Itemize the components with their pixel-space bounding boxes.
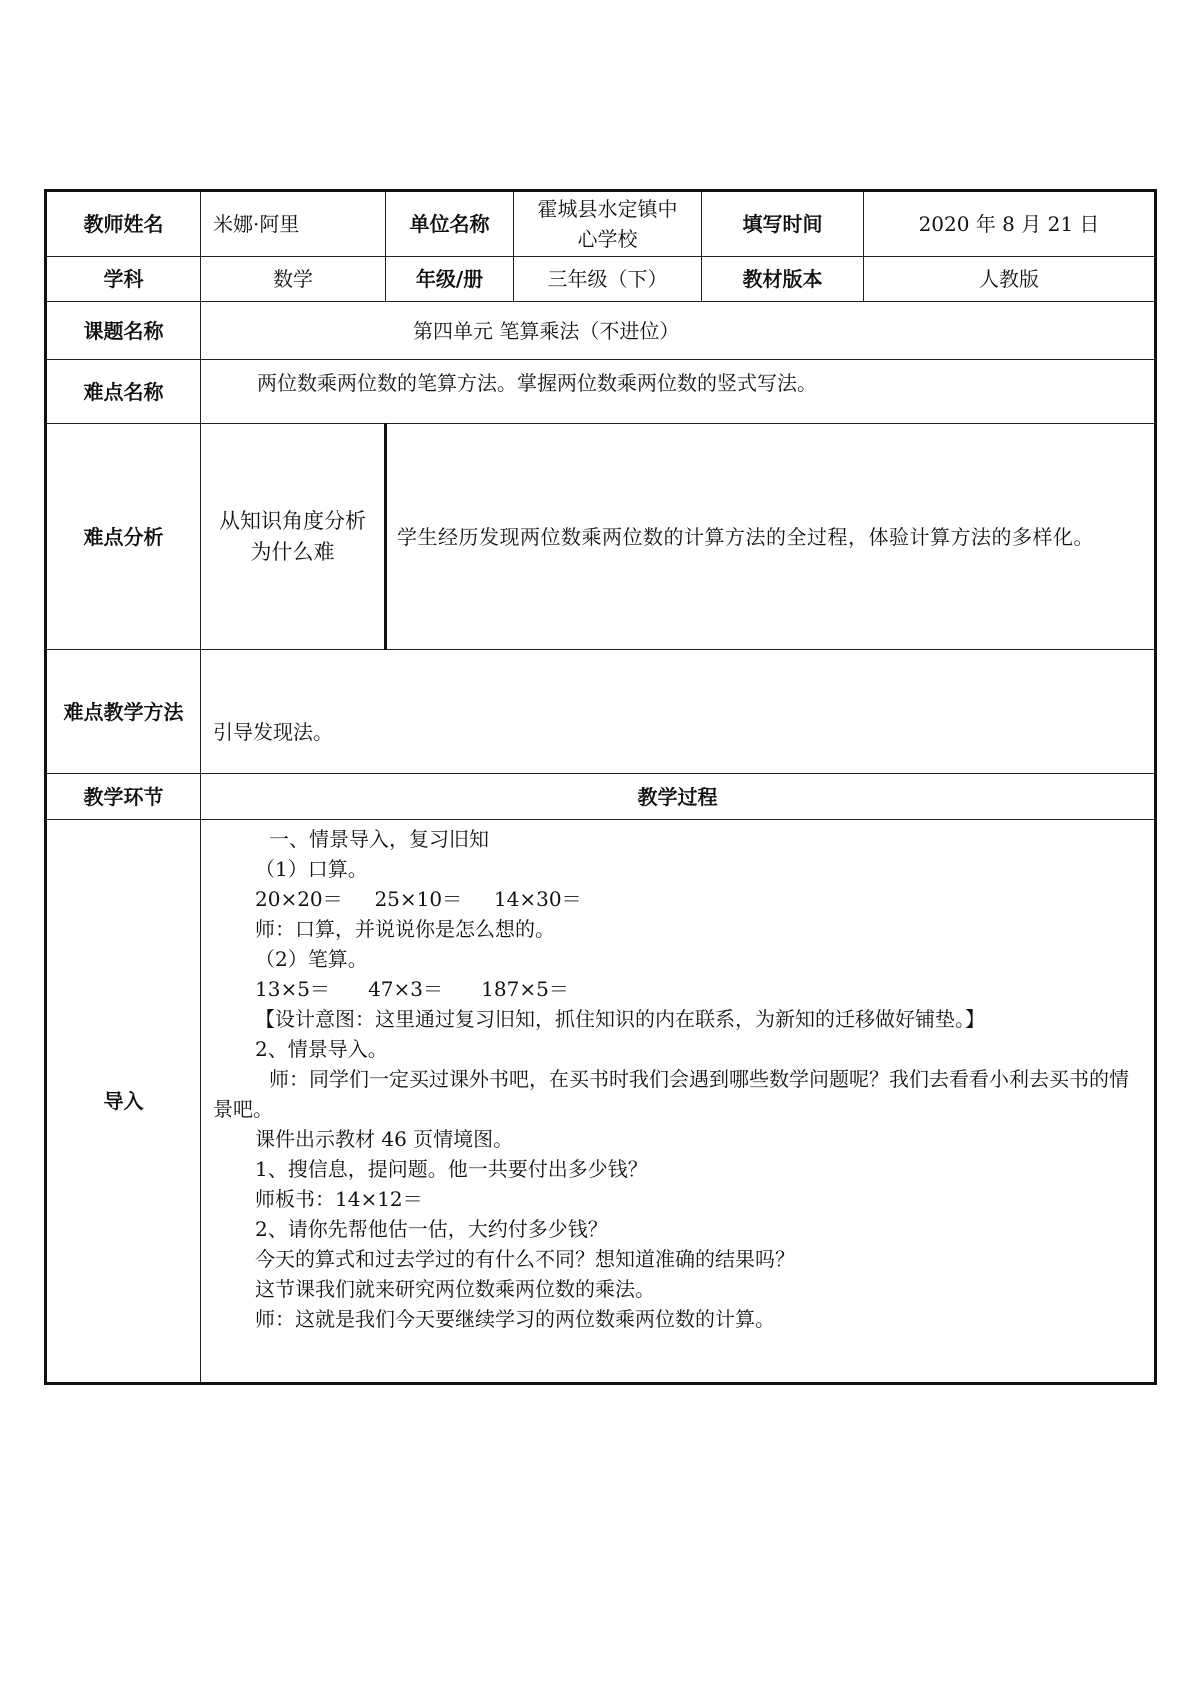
teacher-name-label: 教师姓名 <box>46 191 201 257</box>
process-line: 今天的算式和过去学过的有什么不同？想知道准确的结果吗？ <box>255 1247 795 1271</box>
grade-label: 年级/册 <box>386 257 514 302</box>
stage-header: 教学环节 <box>46 774 201 820</box>
analysis-sub-label-line2: 为什么难 <box>250 539 335 564</box>
difficulty-label: 难点名称 <box>46 360 201 424</box>
method-label: 难点教学方法 <box>46 650 201 774</box>
intro-row <box>46 820 1156 1384</box>
process-header: 教学过程 <box>201 774 1156 820</box>
method-value: 引导发现法。 <box>201 650 1156 774</box>
subject-row <box>46 257 1156 302</box>
process-line: 1、搜信息，提问题。他一共要付出多少钱？ <box>255 1157 648 1181</box>
process-header-row <box>46 774 1156 820</box>
process-line: 2、情景导入。 <box>255 1037 388 1061</box>
analysis-label: 难点分析 <box>46 424 201 650</box>
school-name-label: 单位名称 <box>386 191 514 257</box>
intro-process-content <box>201 820 1156 1384</box>
teacher-name-value: 米娜·阿里 <box>201 191 386 257</box>
difficulty-value: 两位数乘两位数的笔算方法。掌握两位数乘两位数的竖式写法。 <box>201 360 1156 424</box>
school-name-value <box>514 191 702 257</box>
topic-row <box>46 302 1156 360</box>
school-name-line2: 心学校 <box>577 227 638 251</box>
process-line: 师：口算，并说说你是怎么想的。 <box>255 917 555 941</box>
intro-stage-label: 导入 <box>46 820 201 1384</box>
process-line: 课件出示教材 46 页情境图。 <box>255 1127 514 1151</box>
process-line: 师：同学们一定买过课外书吧，在买书时我们会遇到哪些数学问题呢？我们去看看小利去买书的情景吧。 <box>213 1067 1129 1121</box>
subject-value: 数学 <box>201 257 386 302</box>
lesson-plan-table <box>44 189 1157 1385</box>
process-line: 20×20＝ 25×10＝ 14×30＝ <box>255 887 582 911</box>
process-line: 师板书：14×12＝ <box>255 1187 423 1211</box>
method-row <box>46 650 1156 774</box>
header-row <box>46 191 1156 257</box>
fill-date-label: 填写时间 <box>702 191 864 257</box>
topic-label: 课题名称 <box>46 302 201 360</box>
analysis-sub-label <box>201 424 386 650</box>
difficulty-row <box>46 360 1156 424</box>
edition-value: 人教版 <box>864 257 1156 302</box>
process-line: 13×5＝ 47×3＝ 187×5＝ <box>255 977 569 1001</box>
process-line: 【设计意图：这里通过复习旧知，抓住知识的内在联系，为新知的迁移做好铺垫。】 <box>255 1007 985 1031</box>
fill-date-value: 2020 年 8 月 21 日 <box>864 191 1156 257</box>
topic-value: 第四单元 笔算乘法（不进位） <box>201 302 1156 360</box>
process-line: 一、情景导入，复习旧知 <box>269 827 489 851</box>
analysis-sub-label-line1: 从知识角度分析 <box>219 508 366 533</box>
edition-label: 教材版本 <box>702 257 864 302</box>
process-line: 这节课我们就来研究两位数乘两位数的乘法。 <box>255 1277 655 1301</box>
grade-value: 三年级（下） <box>514 257 702 302</box>
analysis-row <box>46 424 1156 650</box>
process-line: 师：这就是我们今天要继续学习的两位数乘两位数的计算。 <box>255 1307 775 1331</box>
process-line: 2、请你先帮他估一估，大约付多少钱？ <box>255 1217 608 1241</box>
process-line: （1）口算。 <box>255 857 368 881</box>
process-line: （2）笔算。 <box>255 947 368 971</box>
analysis-value: 学生经历发现两位数乘两位数的计算方法的全过程，体验计算方法的多样化。 <box>386 424 1156 650</box>
school-name-line1: 霍城县水定镇中 <box>537 197 678 221</box>
subject-label: 学科 <box>46 257 201 302</box>
